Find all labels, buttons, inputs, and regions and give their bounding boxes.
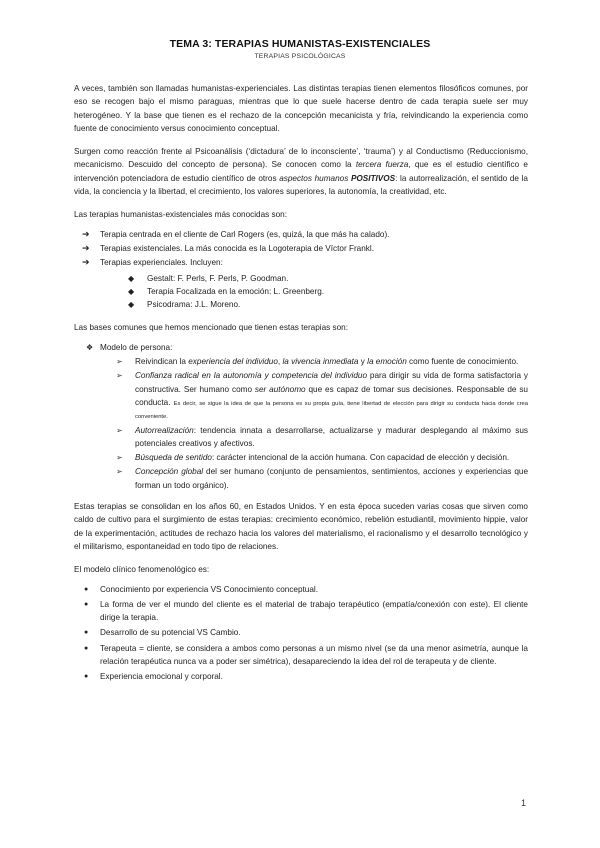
text-span: que es capaz de tomar sus decisiones. Responsable de su conducta. [135,384,528,407]
text-span: del ser humano (conjunto de pensamientos, sentimientos, acciones y experiencias que forman un todo orgánico). [135,467,528,490]
text-span: como fuente de conocimiento. [406,357,519,367]
italic-term: la vivencia inmediata [282,357,359,367]
list-item-text: Experiencia emocional y corporal. [100,672,223,682]
list-item-text: Terapias existenciales. La más conocida es la Logoterapia de Víctor Frankl. [100,243,374,253]
list-item-text: La forma de ver el mundo del cliente es el material de trabajo terapéutico (empatía/conexión con este). El cliente dirige la terapia. [100,599,528,623]
known-therapies-heading: Las terapias humanistas-existenciales más conocidas son: [74,210,287,220]
experiential-therapies-sublist [100,272,528,312]
italic-term: Confianza radical en la autonomía y competencia del individuo [135,371,368,381]
list-item [74,298,528,311]
four-point-star-icon: ❖ [86,342,94,352]
text-span: y [358,357,368,367]
diamond-icon: ◆ [128,286,135,296]
arrow-right-icon: ➔ [82,257,90,268]
list-item-text: Terapia centrada en el cliente de Carl Rogers (es, quizá, la que más ha calado). [100,229,390,239]
list-item-text: Psicodrama: J.L. Moreno. [147,300,241,310]
list-item [100,465,528,492]
context-paragraph: Estas terapias se consolidan en los años 60, en Estados Unidos. Y en esta época suceden varias cosas que sirven como caldo de cultivo para el surgimiento de estas terapias: crecimiento económico, rebelión estudiantil, movimiento hippie, valor de la experimentación, actitudes de rechazo hacia los valores del materialismo, el racionalismo y el desarrollo tecnológico y el militarismo, espontaneidad en todo tipo de relaciones. [74,502,528,551]
list-item-text: Conocimiento por experiencia VS Conocimiento conceptual. [100,584,319,594]
text-span: , [277,357,283,367]
list-item-text: Terapias experienciales. Incluyen: [100,258,223,268]
diamond-icon: ◆ [128,273,135,283]
italic-term: la emoción [367,357,407,367]
list-item [74,642,528,669]
list-item [100,355,528,368]
text-span: Surgen como reacción frente al Psicoanálisis (‘dictadura’ de lo inconsciente’, ‘trauma’) y al Conductismo (Reduccionismo, mecanicismo. Descuido del concepto de persona). Se conocen como la [74,147,528,170]
list-item-text: Modelo de persona: [100,342,173,352]
text-span: Reivindican la [135,357,189,367]
text-span: : carácter intencional de la acción humana. Con capacidad de elección y decisión. [211,453,510,463]
page-subtitle: TERAPIAS PSICOLÓGICAS [254,53,346,60]
arrowhead-icon: ➢ [116,425,123,435]
italic-term: Búsqueda de sentido [135,453,212,463]
bold-italic-term: POSITIVOS [350,173,396,183]
list-item-text: Gestalt: F. Perls, F. Perls, P. Goodman. [147,273,289,283]
list-item [74,285,528,298]
list-item [74,341,528,492]
arrowhead-icon: ➢ [116,357,123,367]
filled-circle-icon: ● [84,673,89,681]
filled-circle-icon: ● [84,585,89,593]
person-model-sublist [100,355,528,492]
list-item [100,451,528,464]
list-item [100,369,528,422]
intro-paragraph-2 [74,145,528,198]
arrowhead-icon: ➢ [116,371,123,381]
italic-term: ser autónomo [254,384,306,394]
list-item-text: Terapeuta = cliente, se considera a ambos como personas a un mismo nivel (se da una menor asimetría, aunque la relación terapéutica nunca va a poder ser simétrica), desapareciendo la idea del rol de terapeuta y de cliente. [100,643,528,666]
list-item [74,272,528,285]
list-item [74,242,528,255]
arrow-right-icon: ➔ [82,228,90,239]
text-span: : la autorrealización, el sentido de la vida, la conciencia y la libertad, el crecimiento, los valores superiores, la autonomía, la creatividad, etc. [74,173,528,197]
text-span: para dirigir su vida de forma satisfactoria y constructiva. Ser humano como [135,371,528,394]
list-item-text: Terapia Focalizada en la emoción: L. Greenberg. [147,286,325,296]
text-span: , que es el estudio científico e intervención potenciadora de estudio científico de otros [74,160,528,183]
italic-term: experiencia del individuo [188,357,278,367]
list-item [74,583,528,596]
list-item [74,256,528,311]
filled-circle-icon: ● [84,644,89,652]
filled-circle-icon: ● [84,629,89,637]
bases-list [74,341,528,492]
bases-heading: Las bases comunes que hemos mencionado que tienen estas terapias son: [74,323,349,333]
list-item [100,424,528,451]
small-note: Es decir, se sigue la idea de que la persona es su propia guía, tiene libertad de elección para dirigir su conducta hacia donde crea conveniente. [135,400,528,421]
list-item [74,228,528,241]
list-item [74,598,528,625]
list-item [74,670,528,683]
italic-term: Concepción global [135,467,204,477]
arrow-right-icon: ➔ [82,242,90,253]
clinical-model-list [74,583,528,684]
diamond-icon: ◆ [128,300,135,310]
list-item-text: Desarrollo de su potencial VS Cambio. [100,628,241,638]
document-body [74,82,528,686]
filled-circle-icon: ● [84,600,89,608]
arrowhead-icon: ➢ [116,467,123,477]
list-item [74,626,528,639]
italic-term: Autorrealización [135,425,194,435]
italic-term: tercera fuerza [355,160,409,170]
known-therapies-list [74,228,528,312]
text-span: : tendencia innata a desarrollarse, actualizarse y madurar desplegando al máximo sus potenciales creativos y afectivos. [135,425,528,448]
intro-paragraph-1: A veces, también son llamadas humanistas-experienciales. Las distintas terapias tienen elementos filosóficos comunes, por eso se recogen bajo el mismo paraguas, mientras que lo que suele hacerse dentro de cada terapia suele ser muy heterogéneo. Y la base que tienen es el rechazo de la concepción mecanicista y fría, reivindicando la experiencia como fuente de conocimiento versus conocimiento conceptual. [74,84,528,133]
page-number: 1 [520,798,526,808]
italic-term: aspectos humanos [279,173,351,183]
page-title: TEMA 3: TERAPIAS HUMANISTAS-EXISTENCIALES [169,38,431,50]
arrowhead-icon: ➢ [116,453,123,463]
clinical-model-heading: El modelo clínico fenomenológico es: [74,565,210,575]
